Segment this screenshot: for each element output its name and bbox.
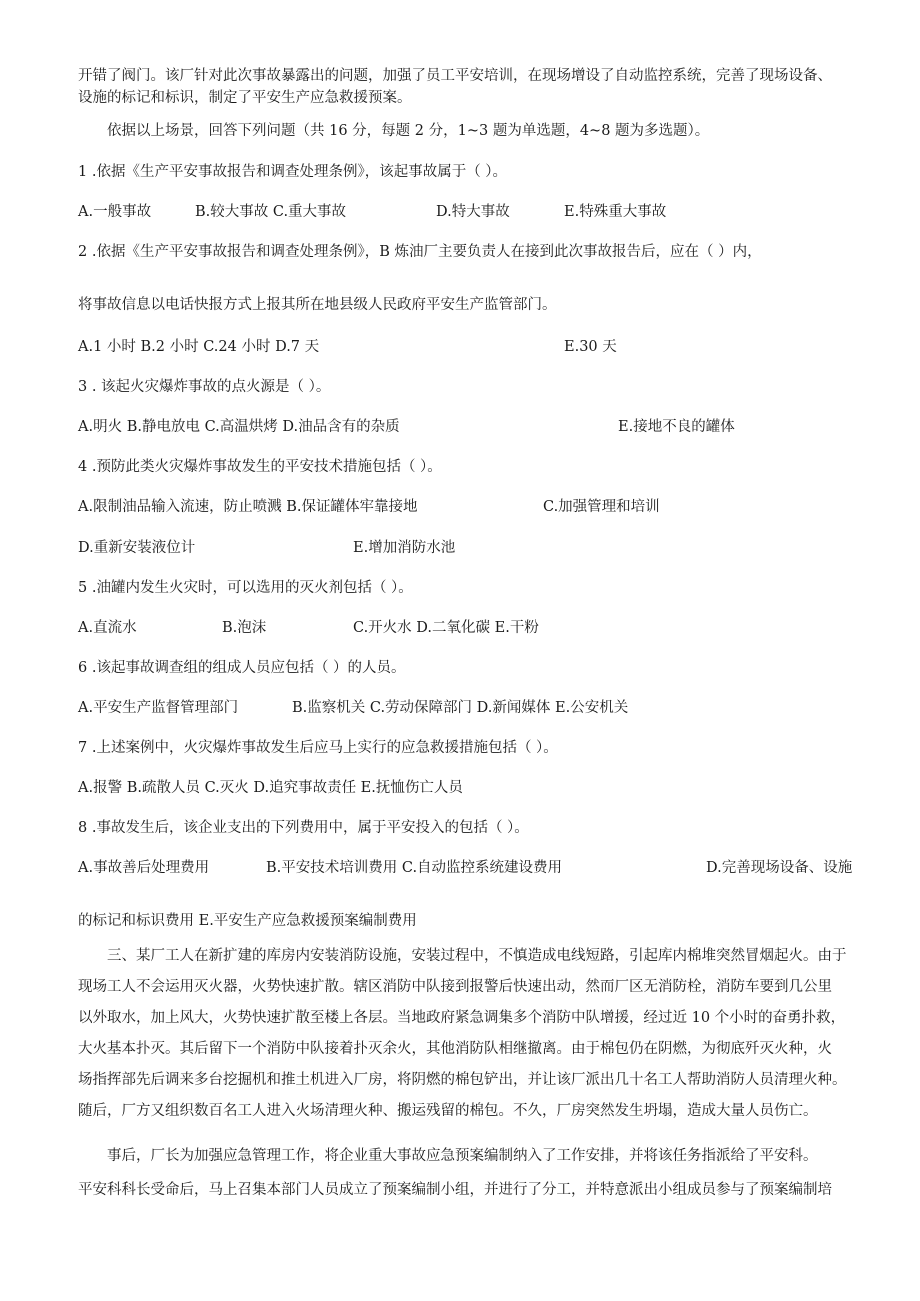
intro-line-1: 开错了阀门。该厂针对此次事故暴露出的问题，加强了员工平安培训，在现场增设了自动监控系统，完善了现场设备、 — [78, 68, 832, 84]
q5-option-cde: C.开火水 D.二氧化碳 E.干粉 — [353, 620, 539, 636]
question-6-stem: 6 .该起事故调查组的组成人员应包括（ ）的人员。 — [78, 660, 406, 676]
section3-line-2: 现场工人不会运用灭火器，火势快速扩散。辖区消防中队接到报警后快速出动，然而厂区无消防栓，消防车要到几公里 — [78, 979, 832, 995]
q4-option-c: C.加强管理和培训 — [543, 499, 660, 515]
question-7-stem: 7 .上述案例中，火灾爆炸事故发生后应马上实行的应急救援措施包括（ ）。 — [78, 740, 558, 756]
question-4-stem: 4 .预防此类火灾爆炸事故发生的平安技术措施包括（ ）。 — [78, 459, 442, 475]
question-1-stem: 1 .依据《生产平安事故报告和调查处理条例》，该起事故属于（ ）。 — [78, 164, 508, 180]
instruction: 依据以上场景，回答下列问题（共 16 分，每题 2 分，1~3 题为单选题，4~8 题为多选题）。 — [107, 123, 710, 139]
section3-line-3: 以外取水，加上风大，火势快速扩散至楼上各层。当地政府紧急调集多个消防中队增援，经过近 10 个小时的奋勇扑救， — [78, 1010, 846, 1026]
q2-option-e: E.30 天 — [564, 339, 617, 355]
question-2-stem: 2 .依据《生产平安事故报告和调查处理条例》，B 炼油厂主要负责人在接到此次事故报告后，应在（ ）内， — [78, 244, 762, 260]
q3-option-abcd: A.明火 B.静电放电 C.高温烘烤 D.油品含有的杂质 — [78, 419, 400, 435]
q3-option-e: E.接地不良的罐体 — [618, 419, 735, 435]
question-8-stem: 8 .事故发生后，该企业支出的下列费用中，属于平安投入的包括（ ）。 — [78, 820, 529, 836]
q8-option-d: D.完善现场设备、设施 — [706, 860, 853, 876]
q1-option-e: E.特殊重大事故 — [564, 204, 667, 220]
q8-options-cont: 的标记和标识费用 E.平安生产应急救援预案编制费用 — [78, 913, 417, 929]
section3-line-4: 大火基本扑灭。其后留下一个消防中队接着扑灭余火，其他消防队相继撤离。由于棉包仍在阴燃，为彻底歼灭火种，火 — [78, 1041, 832, 1057]
q1-option-d: D.特大事故 — [436, 204, 510, 220]
q7-options: A.报警 B.疏散人员 C.灭火 D.追究事故责任 E.抚恤伤亡人员 — [78, 780, 463, 796]
q6-option-bcde: B.监察机关 C.劳动保障部门 D.新闻媒体 E.公安机关 — [292, 700, 629, 716]
q1-option-a: A.一般事故 — [78, 204, 152, 220]
para2-line-2: 平安科科长受命后，马上召集本部门人员成立了预案编制小组，并进行了分工，并特意派出小组成员参与了预案编制培 — [78, 1182, 832, 1198]
q5-option-b: B.泡沫 — [222, 620, 267, 636]
para2-line-1: 事后，厂长为加强应急管理工作，将企业重大事故应急预案编制纳入了工作安排，并将该任务指派给了平安科。 — [107, 1148, 818, 1164]
section3-line-1: 三、某厂工人在新扩建的库房内安装消防设施，安装过程中，不慎造成电线短路，引起库内棉堆突然冒烟起火。由于 — [107, 948, 847, 964]
q6-option-a: A.平安生产监督管理部门 — [78, 700, 239, 716]
q2-option-abcd: A.1 小时 B.2 小时 C.24 小时 D.7 天 — [78, 339, 320, 355]
question-2-stem-cont: 将事故信息以电话快报方式上报其所在地县级人民政府平安生产监管部门。 — [78, 297, 557, 313]
q8-option-a: A.事故善后处理费用 — [78, 860, 210, 876]
q5-option-a: A.直流水 — [78, 620, 137, 636]
section3-line-5: 场指挥部先后调来多台挖掘机和推土机进入厂房，将阴燃的棉包铲出，并让该厂派出几十名工人帮助消防人员清理火种。 — [78, 1072, 847, 1088]
q8-option-bc: B.平安技术培训费用 C.自动监控系统建设费用 — [266, 860, 563, 876]
question-3-stem: 3 . 该起火灾爆炸事故的点火源是（ ）。 — [78, 379, 331, 395]
q4-option-e: E.增加消防水池 — [353, 540, 456, 556]
q4-option-ab: A.限制油品输入流速，防止喷溅 B.保证罐体牢靠接地 — [78, 499, 418, 515]
section3-line-6: 随后，厂方又组织数百名工人进入火场清理火种、搬运残留的棉包。不久，厂房突然发生坍塌，造成大量人员伤亡。 — [78, 1103, 818, 1119]
q4-option-d: D.重新安装液位计 — [78, 540, 196, 556]
question-5-stem: 5 .油罐内发生火灾时，可以选用的灭火剂包括（ ）。 — [78, 580, 413, 596]
intro-line-2: 设施的标记和标识，制定了平安生产应急救援预案。 — [78, 90, 412, 106]
q1-option-bc: B.较大事故 C.重大事故 — [195, 204, 347, 220]
